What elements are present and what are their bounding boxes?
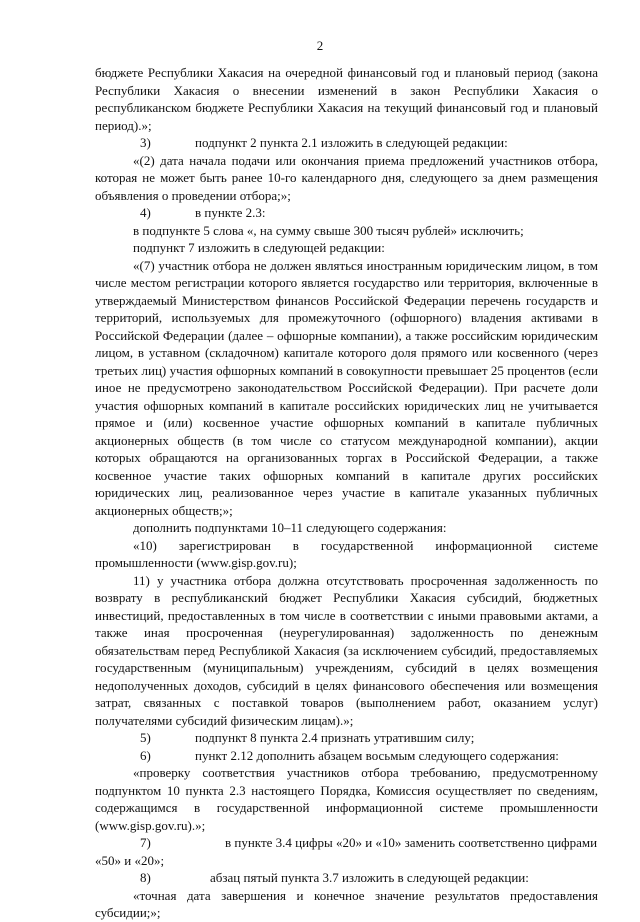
paragraph-text: пункт 2.12 дополнить абзацем восьмым следующего содержания: xyxy=(195,747,559,763)
paragraph-number: 4) xyxy=(140,205,151,220)
paragraph-text: «10) зарегистрирован в государственной информационной системе промышленности (www.gisp.gov.ru); xyxy=(95,537,598,570)
paragraph xyxy=(95,537,598,572)
paragraph-text: подпункт 2 пункта 2.1 изложить в следующей редакции: xyxy=(195,135,508,150)
paragraph xyxy=(95,764,598,834)
paragraph-number: 7) xyxy=(140,835,151,850)
paragraph xyxy=(95,887,598,922)
paragraph xyxy=(95,64,598,134)
paragraph-number: 3) xyxy=(140,135,151,150)
paragraph-text: дополнить подпунктами 10–11 следующего содержания: xyxy=(133,520,447,535)
paragraph xyxy=(95,134,598,152)
paragraph xyxy=(95,222,598,240)
paragraph-number: 5) xyxy=(140,730,151,745)
paragraph xyxy=(95,729,598,747)
paragraph-text: 11) у участника отбора должна отсутствовать просроченная задолженность по возврату в республиканский бюджет Республики Хакасия субсидий, бюджетных инвестиций, предоставленных в том числе в соответствии с иными правовыми актами, а также иная просроченная (неурегулированная) задолженность по денежным обязательствам перед Республикой Хакасия (за исключением субсидий, предоставляемых государственным (муниципальным) учреждениям, субсидий в целях возмещения недополученных доходов, субсидий в целях финансового обеспечения или возмещения затрат, связанных с поставкой товаров (выполнением работ, оказанием услуг) получателями субсидий физическим лицам).»; xyxy=(95,572,598,728)
paragraph xyxy=(95,747,598,765)
paragraph-text: бюджете Республики Хакасия на очередной финансовый год и плановый период (закона Республики Хакасия о внесении изменений в закон Республики Хакасия о республиканском бюджете Республики Хакасия на текущий финансовый год и плановый период).»; xyxy=(95,65,598,133)
paragraph-text: в пункте 3.4 цифры «20» и «10» заменить соответственно цифрами «50» и «20»; xyxy=(95,835,598,868)
paragraph-text: в подпункте 5 слова «, на сумму свыше 300 тысяч рублей» исключить; xyxy=(133,222,524,238)
paragraph xyxy=(95,204,598,222)
paragraph xyxy=(95,239,598,257)
paragraph xyxy=(95,834,598,869)
paragraph-text: в пункте 2.3: xyxy=(195,205,266,220)
paragraph-text: «точная дата завершения и конечное значение результатов предоставления субсидии;»; xyxy=(95,887,598,920)
paragraph-text: «(2) дата начала подачи или окончания приема предложений участников отбора, которая не может быть ранее 10-го календарного дня, следующего за днем размещения объявления о проведении отбора;»; xyxy=(95,152,598,203)
paragraph xyxy=(95,152,598,205)
paragraph xyxy=(95,257,598,520)
paragraph-text: абзац пятый пункта 3.7 изложить в следующей редакции: xyxy=(210,870,529,885)
paragraph-text: подпункт 7 изложить в следующей редакции: xyxy=(133,240,385,255)
paragraph-text: подпункт 8 пункта 2.4 признать утратившим силу; xyxy=(195,730,475,745)
document-body xyxy=(95,64,598,922)
paragraph xyxy=(95,572,598,730)
paragraph xyxy=(95,519,598,537)
paragraph-text: «(7) участник отбора не должен являться иностранным юридическим лицом, в том числе местом регистрации которого является государство или территория, включенные в утверждаемый Министерством финансов Российской Федерации перечень государств и территорий, используемых для промежуточного (офшорного) владения активами в Российской Федерации (далее – офшорные компании), а также российским юридическим лицом, в уставном (складочном) капитале которого доля прямого или косвенного (через третьих лиц) участия офшорных компаний в совокупности превышает 25 процентов (если иное не предусмотрено законодательством Российской Федерации). При расчете доли участия офшорных компаний в капитале российских юридических лиц не учитывается прямое и (или) косвенное участие офшорных компаний в капитале публичных акционерных обществ (в том числе со статусом международной компании), акции которых обращаются на организованных торгах в Российской Федерации, а также косвенное участие таких офшорных компаний в капитале других российских юридических лиц, реализованное через участие в капитале указанных публичных акционерных обществ;»; xyxy=(95,257,598,518)
paragraph xyxy=(95,869,598,887)
paragraph-number: 8) xyxy=(140,870,151,885)
paragraph-number: 6) xyxy=(140,747,151,763)
page-number: 2 xyxy=(316,38,324,53)
paragraph-text: «проверку соответствия участников отбора требованию, предусмотренному подпунктом 10 пункта 2.3 настоящего Порядка, Комиссия осуществляет по сведениям, содержащимся в государственной информационной системе промышленности (www.gisp.gov.ru).»; xyxy=(95,765,598,833)
